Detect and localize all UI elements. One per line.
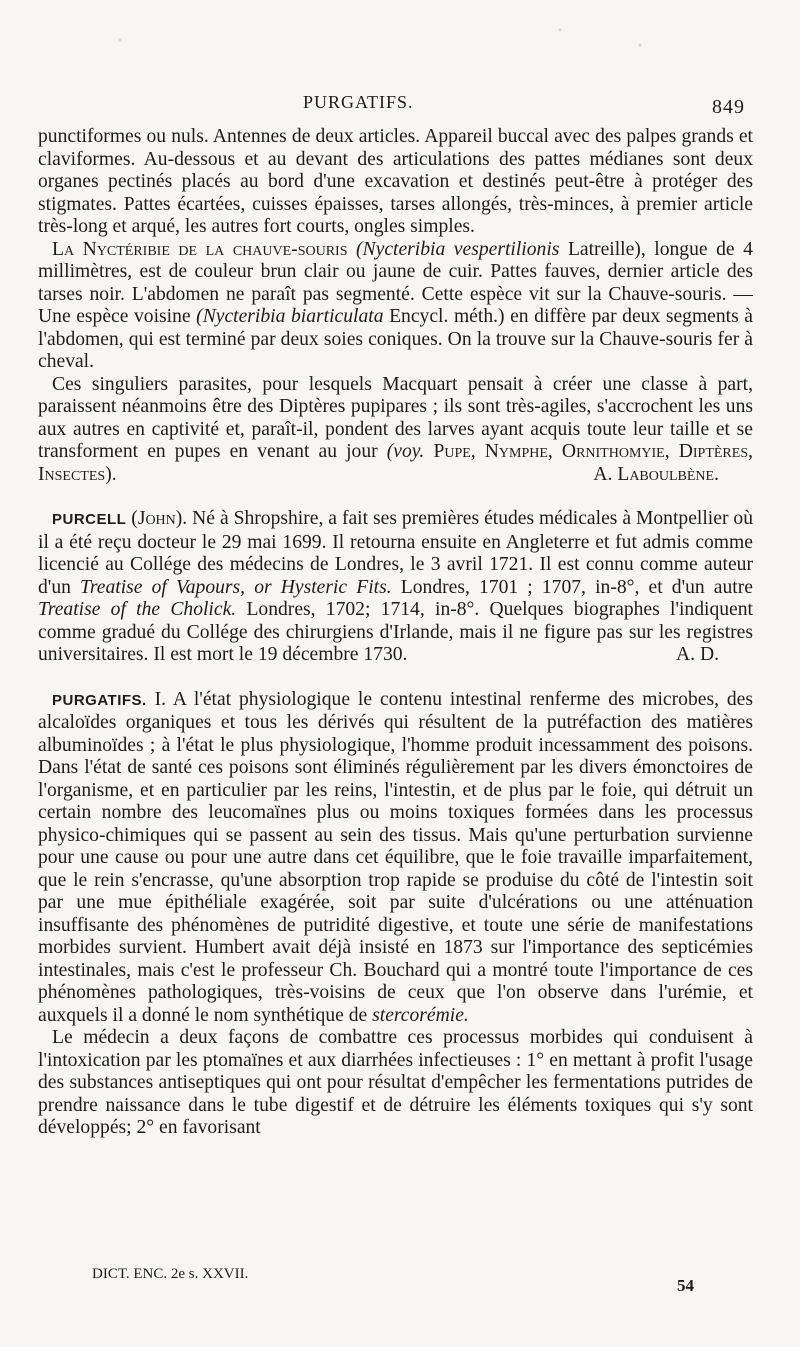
page-footer <box>92 1266 732 1296</box>
paragraph-parasites <box>38 374 753 487</box>
running-title: PURGATIFS. <box>303 92 414 112</box>
paragraph-text: Encycl. méth.) en diffère par deux segments à l'abdomen, qui est terminé par deux soies coniques. On la trouve sur la Chauve-souris fer à cheval. <box>38 306 754 372</box>
work-title-1: Treatise of Vapours, or Hysteric Fits. <box>80 576 392 598</box>
scan-noise <box>0 0 800 60</box>
latin-name-1: (Nycteribia vespertilionis <box>356 238 560 260</box>
sheet-number: 54 <box>677 1276 694 1295</box>
paragraph-text: I. A l'état physiologique le contenu intestinal renferme des microbes, des alcaloïdes organiques et tous les dérivés qui résultent de la putréfaction des matières albuminoïdes ; à l'état le plus physiologique, l'homme produit incessamment des poisons. Dans l'état de santé ces poisons sont éliminés régulièrement par les divers émonctoires de l'organisme, et en particulier par les reins, l'intestin, et de plus par le foie, qui détruit un certain nombre des leucomaïnes plus ou moins toxiques formées dans les processus physico-chimiques qui se passent au sein des tissus. Mais qu'une perturbation survienne pour une cause ou pour une autre dans cet équilibre, que le foie travaille imparfaitement, que le rein s'encrasse, qu'une absorption trop rapide se produise du côté de l'intestin soit par une mue épithéliale exagérée, soit par suite d'ulcérations ou une atténuation insuffisante des phénomènes de putridité digestive, et toute une série de manifestations morbides survient. Humbert avait déjà insisté en 1873 sur l'importance des septicémies intestinales, mais c'est le professeur Ch. Bouchard qui a montré toute l'importance de ces phénomènes pathologiques, très-voisins de ceux que l'on observe dans l'urémie, et auxquels il a donné le nom synthétique de <box>38 688 753 1026</box>
paragraph-text: Londres, 1701 ; 1707, in-8°, et d'un autre <box>400 576 753 598</box>
entry-headword: PURCELL <box>52 511 127 528</box>
entry-headword: PURGATIFS. <box>52 691 147 709</box>
author-signature: A. Laboulbène. <box>593 463 719 485</box>
author-signature: A. D. <box>676 644 719 665</box>
page-header <box>38 90 753 120</box>
paragraph-text: Né à Shropshire, a fait ses premières études médicales à Montpellier où il a été reçu docteur le 29 mai 1699. Il retourna ensuite en Angleterre et fut admis comme licencié au Collége des médecins de Londres, le 3 avril 1721. Il est connu comme auteur d'un <box>38 508 754 598</box>
entry-purcell <box>38 508 753 667</box>
see-also: (voy. <box>386 441 425 462</box>
printer-signature: DICT. ENC. 2e s. XXVII. <box>92 1266 249 1282</box>
entry-forename: (John). <box>131 508 188 529</box>
page-number: 849 <box>712 96 745 118</box>
paragraph-continuation: punctiformes ou nuls. Antennes de deux articles. Appareil buccal avec des palpes grands et claviformes. Au-dessous et au devant des articulations des pattes médianes sont deux organes pectinés placés au bord d'une excavation et destinés peut-être à protéger des stigmates. Pattes écartées, cuisses épaisses, tarses allongés, très-minces, à premier article très-long et arqué, les autres fort courts, ongles simples. <box>38 126 753 237</box>
work-title-2: Treatise of the Cholick. <box>38 599 237 620</box>
species-name: La Nyctéribie de la chauve-souris <box>52 238 348 260</box>
paragraph-text: Latreille), longue de 4 millimètres, est de couleur brun clair ou jaune de cuir. Pattes fauves, dernier article des tarses noir. L'abdomen ne paraît pas segmenté. Cette espèce vit sur la Chauve-souris. — Une espèce voisine <box>38 238 753 327</box>
term-stercoremie: stercorémie. <box>372 1004 469 1026</box>
text-body <box>38 126 753 1140</box>
entry-purgatifs <box>38 689 753 1028</box>
latin-name-2: (Nycteribia biarticulata <box>196 306 384 327</box>
paragraph-text: Londres, 1702; 1714, in-8°. Quelques biographes l'indiquent comme gradué du Collége des chirurgiens d'Irlande, mais il ne figure pas sur les registres universitaires. Il est mort le 19 décembre 1730. <box>38 599 753 665</box>
paragraph-text: Ces singuliers parasites, pour lesquels Macquart pensait à créer une classe à part, paraissent néanmoins être des Diptères pupipares ; ils sont très-agiles, s'accrochent les uns aux autres en captivité et, paraît-il, pondent des larves ayant acquis toute leur taille et se transforment en pupes en venant au jour <box>38 373 753 462</box>
paragraph-nycteribie <box>38 239 753 374</box>
paragraph-treatment: Le médecin a deux façons de combattre ces processus morbides qui conduisent à l'intoxication par les ptomaïnes et aux diarrhées infectieuses : 1° en mettant à profit l'usage des substances antiseptiques qui ont pour résultat d'empêcher les fermentations putrides de prendre naissance dans le tube digestif et de détruire les éléments toxiques qui s'y sont développés; 2° en favorisant <box>38 1027 753 1138</box>
cross-references: Pupe, Nymphe, Ornithomyie, Diptères, Insectes). <box>38 441 753 485</box>
